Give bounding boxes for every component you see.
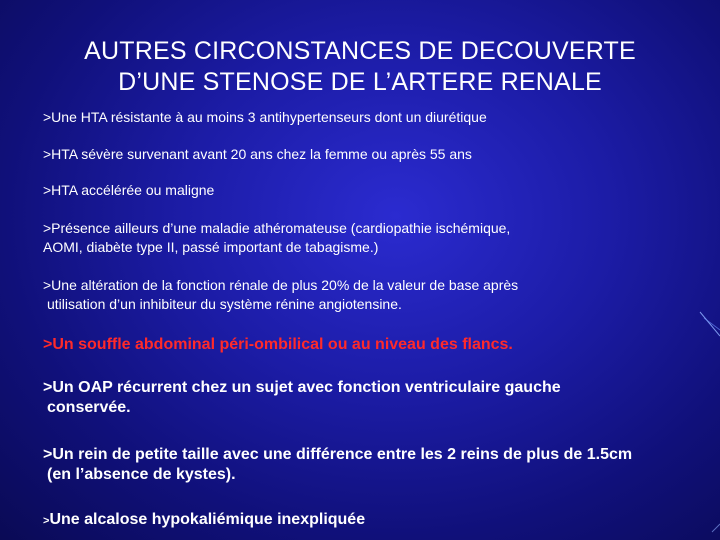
bullet-item-1 bbox=[43, 108, 683, 127]
bullet-item-7-line-2: conservée. bbox=[47, 399, 131, 416]
bullet-item-9-label: Une alcalose hypokaliémique inexpliquée bbox=[49, 511, 366, 528]
bullet-item-3-text: >HTA accélérée ou maligne bbox=[43, 182, 215, 198]
bullet-item-1-text: >Une HTA résistante à au moins 3 antihypertenseurs dont un diurétique bbox=[43, 109, 487, 125]
bullet-item-8-line-1: >Un rein de petite taille avec une différence entre les 2 reins de plus de 1.5cm bbox=[43, 446, 633, 463]
bullet-item-4-line-2: AOMI, diabète type II, passé important de tabagisme.) bbox=[43, 239, 379, 255]
bullet-item-7-line-1: >Un OAP récurrent chez un sujet avec fonction ventriculaire gauche bbox=[43, 379, 561, 396]
bullet-item-4 bbox=[43, 219, 683, 257]
bullet-item-4-line-1: >Présence ailleurs d’une maladie athéromateuse (cardiopathie ischémique, bbox=[43, 220, 511, 236]
bullet-item-5-line-1: >Une altération de la fonction rénale de plus 20% de la valeur de base après bbox=[43, 277, 519, 293]
bullet-marker: > bbox=[43, 515, 50, 527]
slide-title-line-1: AUTRES CIRCONSTANCES DE DECOUVERTE bbox=[84, 37, 636, 65]
slide-title-line-2: D’UNE STENOSE DE L’ARTERE RENALE bbox=[118, 68, 602, 96]
bullet-item-5-line-2: utilisation d’un inhibiteur du système rénine angiotensine. bbox=[47, 296, 402, 312]
bullet-item-6-text: >Un souffle abdominal péri-ombilical ou au niveau des flancs. bbox=[43, 336, 513, 353]
bullet-item-6-highlight bbox=[43, 335, 683, 355]
bullet-item-9-text bbox=[43, 510, 683, 531]
bullet-item-8-line-2: (en l’absence de kystes). bbox=[47, 466, 236, 483]
bullet-item-3 bbox=[43, 181, 683, 200]
bullet-item-5 bbox=[43, 276, 683, 314]
bullet-item-2 bbox=[43, 145, 683, 164]
bullet-item-9 bbox=[43, 510, 683, 531]
bullet-item-2-text: >HTA sévère survenant avant 20 ans chez la femme ou après 55 ans bbox=[43, 146, 472, 162]
bullet-item-8 bbox=[43, 445, 683, 485]
bullet-item-7 bbox=[43, 378, 683, 418]
slide-title bbox=[20, 36, 700, 98]
